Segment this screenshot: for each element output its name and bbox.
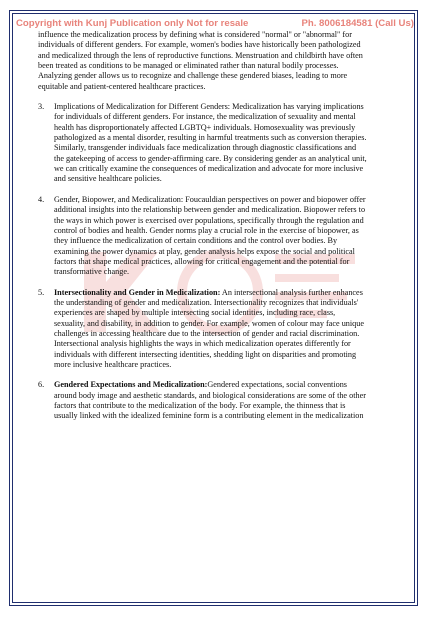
list-item xyxy=(38,288,368,371)
intro-paragraph: influence the medicalization process by defining what is considered "normal" or "abnormal" for individuals of different genders. For example, women's bodies have historically been pathologized and medicalized through the lens of reproductive functions. Menstruation and childbirth have often been treated as conditions to be managed or eliminated rather than natural bodily processes. Analyzing gender allows us to recognize and challenge these gendered biases, leading to more equitable and patient-centered healthcare practices. xyxy=(38,30,363,91)
item-title: Gendered Expectations and Medicalization: xyxy=(54,380,208,390)
list-item xyxy=(38,102,368,185)
item-text: Intersectionality and Gender in Medicalization: An intersectional analysis further enhances the understanding of gender and medicalization. Intersectionality recognizes that individuals' experiences are shaped by multiple intersecting social identities, including race, class, sexuality, and disability, in addition to gender. For example, women of colour may face unique challenges in accessing healthcare due to the intersection of gender and racial discrimination. Intersectional analysis highlights the ways in which medicalization operates differently for individuals with different intersecting identities, shedding light on disparities and promoting more inclusive healthcare practices. xyxy=(54,287,364,369)
item-number: 3. xyxy=(38,102,45,112)
copyright-notice: Copyright with Kunj Publication only Not for resale xyxy=(16,18,249,29)
list-item xyxy=(38,195,368,278)
item-title: Intersectionality and Gender in Medicalization: xyxy=(54,287,221,297)
item-text: Implications of Medicalization for Different Genders: Medicalization has varying implications for individuals of different genders. For instance, the medicalization of sexuality and mental health has disproportionately affected LGBTQ+ individuals. Homosexuality was previously pathologized as a mental disorder, resulting in harmful treatments such as conversion therapies. Similarly, transgender individuals face medicalization through diagnostic classifications and the gatekeeping of access to gender-affirming care. By considering gender as an analytical unit, we can critically examine the consequences of medicalization and advocate for more inclusive and sensitive healthcare policies. xyxy=(54,102,367,184)
item-number: 4. xyxy=(38,194,45,204)
item-number: 6. xyxy=(38,380,45,390)
item-text: Gender, Biopower, and Medicalization: Foucauldian perspectives on power and biopower offer additional insights into the relationship between gender and medicalization. Biopower refers to the ways in which power is exercised over populations, specifically through the regulation and control of bodies and health. Gender norms play a crucial role in the exercise of biopower, as they influence the medicalization of certain conditions and the control over bodies. By examining the power dynamics at play, gender analysis helps expose the social and political factors that shape medical practices, allowing for critical engagement and the potential for transformative change. xyxy=(54,194,366,277)
page-content xyxy=(38,30,368,422)
item-number: 5. xyxy=(38,287,45,297)
list-item xyxy=(38,380,368,421)
item-text: Gendered Expectations and Medicalization:Gendered expectations, social conventions around body image and aesthetic standards, and biological considerations are some of the other factors that contribute to the medicalization of the body. For example, the thinness that is usually linked with the idealized feminine form is a contributing element in the medicalization xyxy=(54,380,366,421)
phone-number: Ph. 8006184581 (Call Us) xyxy=(301,18,414,29)
page-header xyxy=(16,18,414,29)
